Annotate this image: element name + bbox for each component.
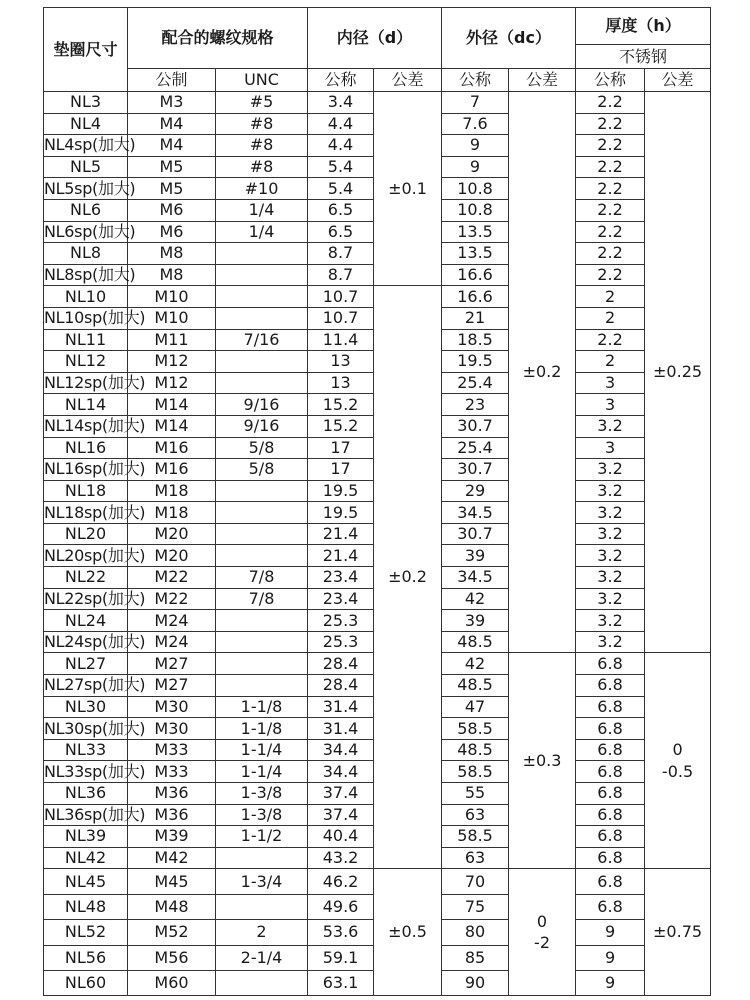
thickness-tolerance-group-2-line-2: -0.5 [661,761,694,781]
thickness-nominal: 9 [576,920,645,945]
thickness-nominal: 2.2 [576,329,645,351]
thickness-nominal: 9 [576,970,645,995]
thickness-nominal: 6.8 [576,653,645,675]
thread-unc [216,653,308,675]
thread-unc [216,372,308,394]
thickness-nominal: 6.8 [576,804,645,826]
header-outer-diameter: 外径（dc） [442,8,576,69]
thread-unc: #8 [216,135,308,157]
header-size: 垫圈尺寸 [44,8,128,92]
outer-nominal: 9 [442,156,509,178]
thread-unc [216,847,308,869]
inner-nominal: 53.6 [308,920,374,945]
thread-unc: 1-1/4 [216,739,308,761]
outer-nominal: 9 [442,135,509,157]
thickness-nominal: 3.2 [576,610,645,632]
washer-size: NL48 [44,894,128,919]
thread-unc: 1/4 [216,221,308,243]
thickness-nominal: 3.2 [576,502,645,524]
outer-nominal: 25.4 [442,372,509,394]
outer-nominal: 75 [442,894,509,919]
washer-size: NL39 [44,826,128,848]
outer-tolerance-group-1: ±0.2 [509,92,576,653]
thread-unc [216,894,308,919]
outer-nominal: 25.4 [442,437,509,459]
inner-nominal: 8.7 [308,243,374,265]
inner-nominal: 3.4 [308,92,374,114]
inner-nominal: 11.4 [308,329,374,351]
thickness-nominal: 6.8 [576,718,645,740]
inner-nominal: 25.3 [308,610,374,632]
washer-size: NL24sp(加大) [44,632,146,652]
thickness-tolerance-group-2-line-1: 0 [672,740,683,760]
thread-metric: M22 [128,567,216,589]
thread-unc [216,264,308,286]
inner-nominal: 21.4 [308,523,374,545]
thickness-nominal: 2.2 [576,199,645,221]
inner-nominal: 31.4 [308,718,374,740]
inner-tolerance-group-1: ±0.1 [374,92,442,286]
outer-nominal: 55 [442,783,509,805]
thread-unc [216,631,308,653]
washer-size: NL16 [44,437,128,459]
inner-nominal: 21.4 [308,545,374,567]
outer-nominal: 63 [442,804,509,826]
thickness-nominal: 3.2 [576,545,645,567]
thread-metric: M27 [128,653,216,675]
thread-unc [216,523,308,545]
inner-nominal: 8.7 [308,264,374,286]
washer-size: NL10 [44,286,128,308]
thread-metric: M20 [128,545,216,567]
inner-nominal: 10.7 [308,286,374,308]
thickness-nominal: 3 [576,437,645,459]
washer-size: NL3 [44,92,128,114]
washer-size: NL5 [44,156,128,178]
washer-spec-table [43,7,711,996]
header-inner-diameter: 内径（d） [308,8,442,69]
thread-metric: M45 [128,869,216,894]
thread-metric: M14 [128,394,216,416]
outer-nominal: 16.6 [442,264,509,286]
header-thick-tolerance: 公差 [645,69,711,92]
outer-nominal: 63 [442,847,509,869]
outer-nominal: 48.5 [442,675,509,697]
thread-unc: 2 [216,920,308,945]
inner-nominal: 17 [308,459,374,481]
table-row [44,286,711,308]
outer-nominal: 21 [442,307,509,329]
thread-metric: M42 [128,847,216,869]
inner-nominal: 6.5 [308,199,374,221]
thickness-nominal: 6.8 [576,761,645,783]
washer-size: NL4 [44,113,128,135]
washer-size: NL45 [44,869,128,894]
thread-metric: M4 [128,113,216,135]
thickness-nominal: 3.2 [576,567,645,589]
outer-nominal: 18.5 [442,329,509,351]
washer-size: NL36sp(加大) [44,804,146,824]
thread-metric: M27 [128,675,216,697]
thread-unc [216,545,308,567]
inner-nominal: 28.4 [308,653,374,675]
thread-metric: M5 [128,156,216,178]
thread-metric: M3 [128,92,216,114]
thread-metric: M14 [128,415,216,437]
thickness-nominal: 6.8 [576,869,645,894]
thread-metric: M6 [128,221,216,243]
inner-nominal: 34.4 [308,761,374,783]
outer-tolerance-group-3-line-1: 0 [536,911,548,931]
inner-nominal: 13 [308,372,374,394]
thread-metric: M33 [128,761,216,783]
thickness-nominal: 2.2 [576,264,645,286]
inner-nominal: 43.2 [308,847,374,869]
thread-metric: M56 [128,945,216,970]
thread-metric: M12 [128,372,216,394]
thread-metric: M30 [128,696,216,718]
outer-nominal: 34.5 [442,567,509,589]
thread-unc [216,970,308,995]
thread-metric: M8 [128,243,216,265]
thickness-nominal: 2.2 [576,243,645,265]
thickness-tolerance-group-1: ±0.25 [645,92,711,653]
thread-unc [216,243,308,265]
thickness-nominal: 2.2 [576,178,645,200]
inner-nominal: 10.7 [308,307,374,329]
inner-nominal: 34.4 [308,739,374,761]
thread-metric: M16 [128,459,216,481]
thread-metric: M12 [128,351,216,373]
thread-metric: M20 [128,523,216,545]
inner-nominal: 5.4 [308,156,374,178]
inner-nominal: 25.3 [308,631,374,653]
thickness-nominal: 6.8 [576,739,645,761]
thread-metric: M11 [128,329,216,351]
thread-metric: M48 [128,894,216,919]
thread-unc: 1-1/4 [216,761,308,783]
outer-nominal: 30.7 [442,523,509,545]
outer-nominal: 42 [442,588,509,610]
washer-size: NL8sp(加大) [44,265,136,285]
outer-nominal: 48.5 [442,739,509,761]
outer-nominal: 13.5 [442,221,509,243]
washer-size: NL11 [44,329,128,351]
washer-size: NL33sp(加大) [44,761,146,781]
outer-nominal: 90 [442,970,509,995]
thickness-nominal: 3 [576,372,645,394]
thickness-nominal: 3.2 [576,459,645,481]
inner-nominal: 63.1 [308,970,374,995]
thread-metric: M33 [128,739,216,761]
washer-size: NL8 [44,243,128,265]
thread-unc: #5 [216,92,308,114]
washer-size: NL10sp(加大) [44,308,146,328]
thread-unc [216,307,308,329]
inner-tolerance-group-3: ±0.5 [374,869,442,996]
thread-metric: M52 [128,920,216,945]
outer-nominal: 70 [442,869,509,894]
outer-nominal: 48.5 [442,631,509,653]
thread-unc: #8 [216,156,308,178]
thread-unc: 5/8 [216,437,308,459]
thread-metric: M39 [128,826,216,848]
thread-unc: 1-3/8 [216,804,308,826]
washer-size: NL20sp(加大) [44,545,146,565]
outer-nominal: 39 [442,610,509,632]
outer-nominal: 58.5 [442,718,509,740]
inner-nominal: 15.2 [308,415,374,437]
outer-nominal: 80 [442,920,509,945]
inner-nominal: 37.4 [308,804,374,826]
table-body [44,92,711,996]
thread-metric: M24 [128,631,216,653]
thread-unc: 1-1/8 [216,718,308,740]
thread-unc: #8 [216,113,308,135]
thickness-nominal: 6.8 [576,826,645,848]
table-row [44,869,711,894]
thread-metric: M18 [128,502,216,524]
washer-size: NL27sp(加大) [44,675,146,695]
washer-size: NL24 [44,610,128,632]
thickness-nominal: 9 [576,945,645,970]
outer-nominal: 29 [442,480,509,502]
thread-unc [216,480,308,502]
thread-unc: 9/16 [216,394,308,416]
washer-size: NL6 [44,199,128,221]
inner-nominal: 23.4 [308,588,374,610]
washer-size: NL12sp(加大) [44,373,146,393]
thickness-nominal: 2.2 [576,135,645,157]
thickness-nominal: 6.8 [576,696,645,718]
thickness-tolerance-group-2-stack [662,739,693,782]
thread-unc: 1-3/4 [216,869,308,894]
outer-nominal: 85 [442,945,509,970]
washer-size: NL18 [44,480,128,502]
inner-nominal: 4.4 [308,135,374,157]
header-metric: 公制 [128,69,216,92]
header-unc: UNC [216,69,308,92]
outer-tolerance-group-2: ±0.3 [509,653,576,869]
thread-unc: #10 [216,178,308,200]
thickness-nominal: 2.2 [576,113,645,135]
header-material: 不锈钢 [576,45,711,69]
header-thickness: 厚度（h） [576,8,711,45]
outer-nominal: 47 [442,696,509,718]
inner-nominal: 37.4 [308,783,374,805]
inner-nominal: 28.4 [308,675,374,697]
inner-nominal: 6.5 [308,221,374,243]
washer-size: NL22sp(加大) [44,588,146,608]
thickness-nominal: 2 [576,307,645,329]
inner-nominal: 19.5 [308,480,374,502]
thickness-nominal: 3.2 [576,523,645,545]
washer-size: NL30 [44,696,128,718]
outer-nominal: 30.7 [442,415,509,437]
thread-unc: 7/8 [216,588,308,610]
outer-nominal: 16.6 [442,286,509,308]
outer-nominal: 19.5 [442,351,509,373]
outer-nominal: 10.8 [442,199,509,221]
washer-size: NL6sp(加大) [44,221,136,241]
thickness-tolerance-group-2 [645,653,711,869]
thread-unc: 9/16 [216,415,308,437]
washer-size: NL60 [44,970,128,995]
outer-nominal: 58.5 [442,826,509,848]
outer-nominal: 10.8 [442,178,509,200]
washer-size: NL14 [44,394,128,416]
thread-metric: M36 [128,804,216,826]
thread-unc: 2-1/4 [216,945,308,970]
thread-metric: M30 [128,718,216,740]
thickness-nominal: 2.2 [576,92,645,114]
inner-nominal: 15.2 [308,394,374,416]
thread-unc: 7/16 [216,329,308,351]
inner-nominal: 59.1 [308,945,374,970]
washer-size: NL27 [44,653,128,675]
thread-metric: M22 [128,588,216,610]
thickness-nominal: 6.8 [576,783,645,805]
washer-size: NL5sp(加大) [44,178,136,198]
inner-nominal: 46.2 [308,869,374,894]
washer-size: NL33 [44,739,128,761]
header-inner-tolerance: 公差 [374,69,442,92]
inner-nominal: 4.4 [308,113,374,135]
thickness-nominal: 6.8 [576,847,645,869]
thickness-nominal: 3.2 [576,588,645,610]
outer-tolerance-group-3-stack [534,911,550,954]
inner-nominal: 40.4 [308,826,374,848]
inner-nominal: 13 [308,351,374,373]
thread-metric: M4 [128,135,216,157]
inner-nominal: 23.4 [308,567,374,589]
thread-unc: 1-1/8 [216,696,308,718]
header-inner-nominal: 公称 [308,69,374,92]
header-thick-nominal: 公称 [576,69,645,92]
thread-unc: 1-1/2 [216,826,308,848]
thread-metric: M5 [128,178,216,200]
thickness-nominal: 2.2 [576,156,645,178]
thread-unc [216,502,308,524]
thickness-tolerance-group-3: ±0.75 [645,869,711,996]
outer-nominal: 13.5 [442,243,509,265]
washer-size: NL12 [44,351,128,373]
thread-unc [216,351,308,373]
thread-unc: 1/4 [216,199,308,221]
thickness-nominal: 3.2 [576,415,645,437]
washer-size: NL18sp(加大) [44,502,146,522]
outer-nominal: 42 [442,653,509,675]
header-outer-tolerance: 公差 [509,69,576,92]
outer-tolerance-group-3-line-2: -2 [534,933,550,953]
washer-size: NL16sp(加大) [44,459,146,479]
thread-metric: M10 [128,286,216,308]
thread-unc: 7/8 [216,567,308,589]
washer-size: NL20 [44,523,128,545]
thread-unc [216,675,308,697]
washer-size: NL22 [44,567,128,589]
inner-nominal: 19.5 [308,502,374,524]
washer-size: NL42 [44,847,128,869]
thread-unc: 5/8 [216,459,308,481]
table-row [44,92,711,114]
thread-metric: M6 [128,199,216,221]
outer-nominal: 34.5 [442,502,509,524]
inner-nominal: 17 [308,437,374,459]
inner-nominal: 31.4 [308,696,374,718]
thread-metric: M8 [128,264,216,286]
thickness-nominal: 6.8 [576,894,645,919]
washer-size: NL4sp(加大) [44,135,136,155]
thread-metric: M10 [128,307,216,329]
thread-unc: 1-3/8 [216,783,308,805]
thickness-nominal: 2 [576,351,645,373]
washer-size: NL56 [44,945,128,970]
thread-metric: M18 [128,480,216,502]
thickness-nominal: 2.2 [576,221,645,243]
thread-unc [216,610,308,632]
inner-nominal: 5.4 [308,178,374,200]
thickness-nominal: 3 [576,394,645,416]
thickness-nominal: 2 [576,286,645,308]
thickness-nominal: 3.2 [576,480,645,502]
outer-nominal: 23 [442,394,509,416]
header-thread: 配合的螺纹规格 [128,8,308,69]
washer-size: NL14sp(加大) [44,416,146,436]
thread-metric: M16 [128,437,216,459]
outer-nominal: 7 [442,92,509,114]
outer-nominal: 39 [442,545,509,567]
header-outer-nominal: 公称 [442,69,509,92]
washer-size: NL30sp(加大) [44,718,146,738]
outer-tolerance-group-3 [509,869,576,996]
inner-tolerance-group-2: ±0.2 [374,286,442,869]
thread-metric: M36 [128,783,216,805]
thread-metric: M24 [128,610,216,632]
inner-nominal: 49.6 [308,894,374,919]
washer-size: NL52 [44,920,128,945]
outer-nominal: 30.7 [442,459,509,481]
outer-nominal: 7.6 [442,113,509,135]
washer-size: NL36 [44,783,128,805]
thickness-nominal: 6.8 [576,675,645,697]
thickness-nominal: 3.2 [576,631,645,653]
thread-metric: M60 [128,970,216,995]
thread-unc [216,286,308,308]
outer-nominal: 58.5 [442,761,509,783]
